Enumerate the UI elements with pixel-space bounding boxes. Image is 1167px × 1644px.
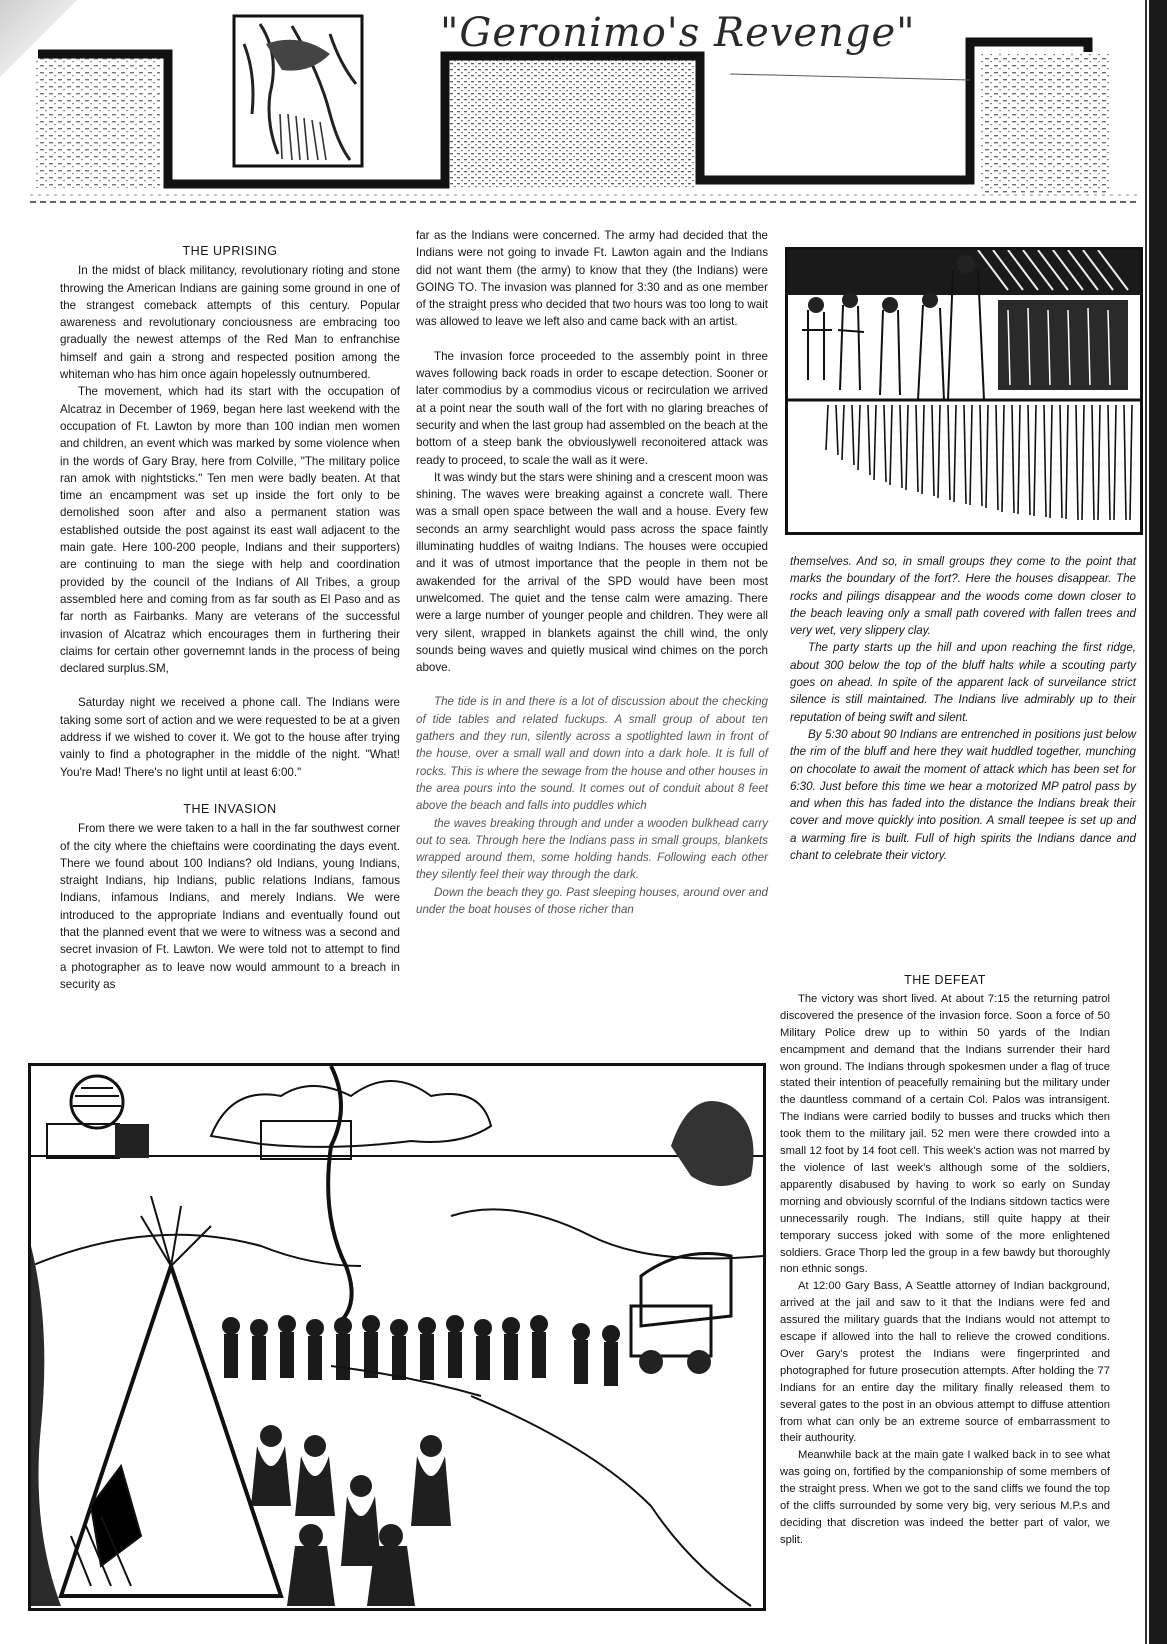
column-1 [60, 239, 400, 993]
defeat-paragraph-1: The victory was short lived. At about 7:15 the returning patrol discovered the presence of the invasion force. Soon a force of 50 Military Police drew up to within 50 yards of the Indian encampment and demand that the Indians surrender their hard won ground. The Indians through spokesmen under a flag of truce stated their intention of peacefully remaining but the military under the dauntless command of a certain Col. Palos was intransigent. The Indians were carried bodily to busses and trucks which then took them to the military jail. 52 men were there crowded into a small 12 foot by 14 foot cell. This week's action was not marred by the violence of last week's although some of the soldiers, apparently disabused by having to work so early on Sunday morning and obviously scornful of the Indians sitdown tactics were unnecessarily rough. The Indians, still quite happy at their temporary success joked with some of the more enlightened soldiers. Grace Thorp led the group in a few bawdy but thoroughly non ethnic songs. [780, 992, 1110, 1276]
col2-paragraph-2: The invasion force proceeded to the assembly point in three waves following back roads in order to escape detection. Sooner or later commodius by a commodius vicous or recirculation we arrived at a point near the south wall of the fort with no glaring breaches of security and when the last group had assembled on the beach at the bottom of a steep bank the obviouslywell reconoitered attack was ready to proceed, to scale the wall as it were. [416, 349, 768, 467]
ink-drawing-indians-at-fence [788, 250, 1140, 532]
col3-paragraph-2: The party starts up the hill and upon reaching the first ridge, about 300 below the top of the bluff halts while a scouting party goes on ahead. In spite of the apparent lack of surveilance strict silence is still maintained. The Indians live admirably up to their reputation of being swift and silent. [790, 641, 1136, 724]
column-2 [416, 227, 768, 918]
col2-italic-paragraph-3: Down the beach they go. Past sleeping houses, around over and under the boat houses of those richer than [416, 885, 768, 916]
col3-paragraph-3: By 5:30 about 90 Indians are entrenched in positions just below the rim of the bluff and here they wait huddled together, munching on chocolate to await the moment of attack which has been set for 6:30. Just before this time we hear a motorized MP patrol pass by and when this has faded into the distance the Indians break their cover and move quickly into position. A small teepee is set up and a warming fire is built. Full of high spirits the Indians dance and chant to celebrate their victory. [790, 727, 1136, 863]
col2-paragraph-1: far as the Indians were concerned. The army had decided that the Indians were not going to invade Ft. Lawton again and the Indians did not want them (the army) to know that they (the Indians) were GOING TO. The invasion was planned for 3:30 and as one member of the straight press who decided that two hours was too long to wait was allowed to leave we left also and came back with an artist. [416, 229, 768, 329]
col2-paragraph-3: It was windy but the stars were shining and a crescent moon was shining. The waves were breaking against a concrete wall. There was a small open space between the wall and a house. Every few seconds an army searchlight would pass across the space faintly illuminating huddles of waitng Indians. The houses were occupied and it was of utmost importance that the people in them not be awakended for the arrival of the SPD would have been most unwelcomed. The quiet and the tense calm were amazing. There were a large number of younger people and children. They were all very silent, wrapped in blankets against the chill wind, the only sounds being waves and quietly musical wind chimes on the porch above. [416, 470, 768, 675]
column-3 [790, 553, 1136, 864]
col3-paragraph-1: themselves. And so, in small groups they come to the point that marks the boundary of the fort?. Here the houses disappear. The rocks and pilings disappear and the woods come down closer to the beach leaving only a small path covered with fallen trees and very wet, very slippery clay. [790, 555, 1136, 638]
illustration-bottom [28, 1063, 766, 1611]
page-edge-line [1145, 0, 1147, 1644]
uprising-paragraph-3: Saturday night we received a phone call. The Indians were taking some sort of action and we were requested to be at a given address if we wished to cover it. We got to the house after trying vainly to find a photographer in the middle of the night. "What! You're Mad! There's no light until at least 6:00." [60, 696, 400, 779]
heading-defeat: THE DEFEAT [904, 973, 986, 987]
uprising-paragraph-1: In the midst of black militancy, revolutionary rioting and stone throwing the American Indians are gaining some ground in one of the strangest comeback attempts of this century. Popular awareness and revolutionary conciousness are embracing too gradually the newest attemps of the Red Man to enfranchise himself and gain a strong and respected position among the whiteman who has him once again hopelessly outnumbered. [60, 264, 400, 382]
col2-italic-paragraph-2: the waves breaking through and under a wooden bulkhead carry out to sea. Through here the Indians pass in small groups, blankets wrapped around them, some holding hands. Following each other they silently feel their way through the dark. [416, 816, 768, 882]
col2-italic-paragraph-1: The tide is in and there is a lot of discussion about the checking of tide tables and related fuckups. A small group of about ten gathers and they run, silently across a spotlighted lawn in front of the house, over a small wall and down into a dark hole. It is full of rocks. This is where the sewage from the house and other houses in the area pours into the sound. It comes out of conduit about 8 feet above the beach and falls into puddles which [416, 695, 768, 813]
column-4 [780, 968, 1110, 1549]
defeat-paragraph-3: Meanwhile back at the main gate I walked back in to see what was going on, fortified by the companionship of some members of the straight press. When we got to the sand cliffs we found the top of the cliffs surrounded by some very big, very serious M.P.s and deciding that discretion was indeed the better part of valor, we split. [780, 1449, 1110, 1546]
defeat-paragraph-2: At 12:00 Gary Bass, A Seattle attorney of Indian background, arrived at the jail and saw to it that the Indians were fed and assured the military guards that the Indians would not attempt to escape if allowed into the hall to relieve the crowed conditions. Over Gary's protest the Indians were fingerprinted and photographed for future prosecution attempts. After holding the 77 Indians for an entire day the military finally released them to several gates to the post in an obvious attempt to diffuse attention from what can only be an extreme source of embarrassment to their authourity. [780, 1280, 1110, 1445]
uprising-paragraph-2: The movement, which had its start with the occupation of Alcatraz in December of 1969, began here last weekend with the occupation of Ft. Lawton by more than 100 indian men women and children, an event which was marked by some violence when in the words of Gary Bray, here from Colville, "The military police ran amok with nightsticks." Ten men were badly beaten. At that time an encampment was set up inside the fort only to be demolished soon after and also a permanent station was established outside the post against its east wall adjacent to the main gate. Here 100-200 people, Indians and their supporters) are continuing to man the siege with help and coordination provided by the council of the Indians of All Tribes, a group assembled here and coming from as far south as El Paso and as far north as Fairbanks. Many are veterans of the successful invasion of Alcatraz which encourages them in furthering their claims for certain other governemnt lands in the process of being declared surplus.SM, [60, 385, 400, 676]
ink-drawing-teepee-and-military-police [31, 1066, 763, 1608]
page-edge-shadow [1149, 0, 1167, 1644]
illustration-top-right [785, 247, 1143, 535]
invasion-paragraph-1: From there we were taken to a hall in the far southwest corner of the city where the chieftains were coordinating the days event. There we found about 100 Indians? old Indians, young Indians, straight Indians, hip Indians, public relations Indians, famous Indians, infamous Indians, and merely Indians. We were introduced to the appropriate Indians and eventually found out that the planned event that we were to witness was a second and secret invasion of Ft. Lawton. We were told not to attempt to find a photographer as to leave now would ammount to a breach in security as [60, 822, 400, 991]
heading-uprising: THE UPRISING [182, 244, 278, 258]
handwritten-title: "Geronimo's Revenge" [440, 10, 916, 56]
heading-invasion: THE INVASION [183, 801, 277, 816]
